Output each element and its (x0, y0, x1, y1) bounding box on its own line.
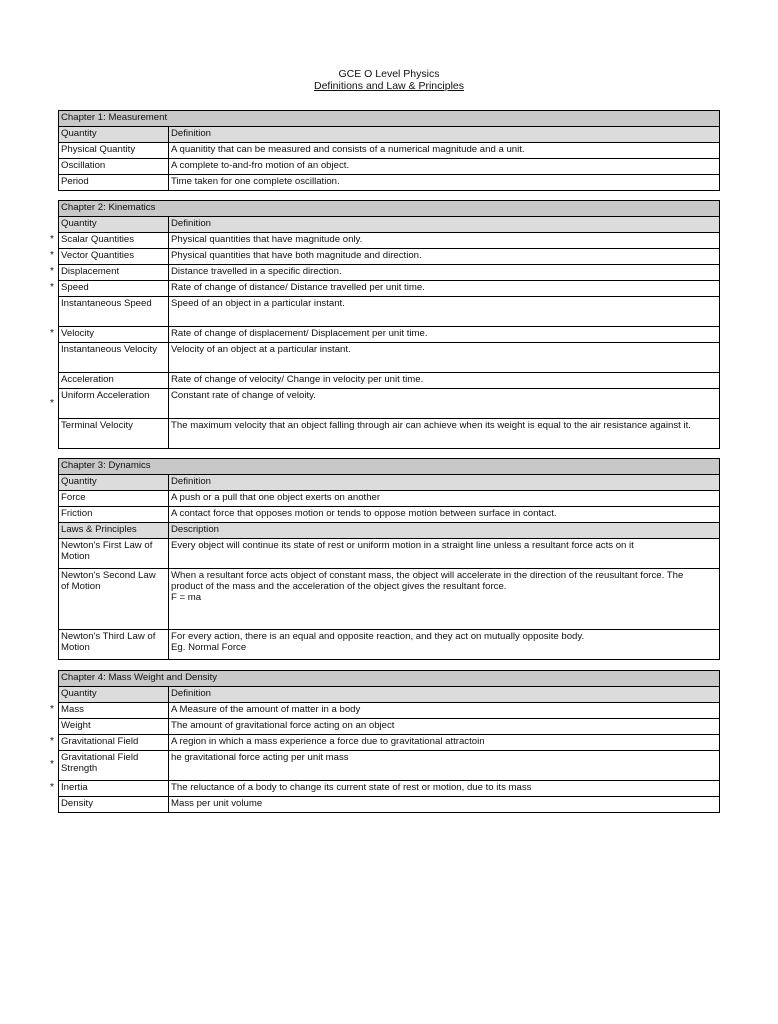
term-cell: Inertia (61, 782, 88, 793)
definition-cell: Physical quantities that have both magnitude and direction. (169, 249, 720, 265)
term-cell: Mass (61, 704, 84, 715)
term-cell: Physical Quantity (59, 143, 169, 159)
term-cell: Period (59, 175, 169, 191)
chapter-3-table (58, 458, 719, 660)
important-marker: * (50, 759, 54, 770)
definition-cell: Constant rate of change of veloity. (169, 389, 720, 419)
term-cell: Density (61, 798, 93, 809)
important-marker: * (50, 266, 54, 277)
definition-cell: he gravitational force acting per unit mass (169, 751, 720, 781)
important-marker: * (50, 704, 54, 715)
column-header-definition: Definition (169, 687, 720, 703)
chapter-4-table (50, 670, 719, 813)
definition-cell: The maximum velocity that an object falling through air can achieve when its weight is equal to the air resistance against it. (169, 419, 720, 449)
chapter-title: Chapter 4: Mass Weight and Density (59, 671, 720, 687)
column-header-quantity: Quantity (59, 217, 169, 233)
chapter-title: Chapter 3: Dynamics (59, 459, 720, 475)
column-header-laws: Laws & Principles (59, 523, 169, 539)
law-example: Eg. Normal Force (171, 642, 247, 653)
law-description-text: When a resultant force acts object of constant mass, the object will accelerate in the direction of the reusultant force. The product of the mass and the acceleration of the object gives the resultant force. (171, 570, 684, 592)
title-line-1: GCE O Level Physics (338, 68, 440, 80)
term-cell: Instantaneous Velocity (61, 344, 158, 355)
column-header-quantity: Quantity (59, 475, 169, 491)
document-title (0, 68, 778, 92)
definition-cell: The amount of gravitational force acting on an object (169, 719, 720, 735)
important-marker: * (50, 250, 54, 261)
definition-cell: The reluctance of a body to change its current state of rest or motion, due to its mass (169, 781, 720, 797)
definition-cell: A quanitity that can be measured and consists of a numerical magnitude and a unit. (169, 143, 720, 159)
law-name-cell: Newton's Second Law of Motion (59, 569, 169, 630)
term-cell: Displacement (61, 266, 120, 277)
definition-cell: Distance travelled in a specific direction. (169, 265, 720, 281)
definition-cell: A Measure of the amount of matter in a body (169, 703, 720, 719)
chapter-title: Chapter 1: Measurement (59, 111, 720, 127)
definition-cell: A complete to-and-fro motion of an object. (169, 159, 720, 175)
important-marker: * (50, 398, 54, 409)
definition-cell: A region in which a mass experience a force due to gravitational attractoin (169, 735, 720, 751)
term-cell: Oscillation (59, 159, 169, 175)
column-header-definition: Definition (169, 217, 720, 233)
chapter-title: Chapter 2: Kinematics (59, 201, 720, 217)
definition-cell: Rate of change of velocity/ Change in velocity per unit time. (169, 373, 720, 389)
important-marker: * (50, 328, 54, 339)
law-description-cell: Every object will continue its state of rest or uniform motion in a straight line unless a resultant force acts on it (169, 539, 720, 569)
column-header-quantity: Quantity (59, 687, 169, 703)
term-cell: Velocity (61, 328, 95, 339)
term-cell: Gravitational Field Strength (61, 752, 139, 774)
definition-cell: Rate of change of distance/ Distance travelled per unit time. (169, 281, 720, 297)
law-description-text: For every action, there is an equal and opposite reaction, and they act on mutually opposite body. (171, 631, 585, 642)
term-cell: Terminal Velocity (61, 420, 133, 431)
law-name-cell: Newton's First Law of Motion (59, 539, 169, 569)
term-cell: Uniform Acceleration (61, 390, 150, 401)
term-cell: Vector Quantities (61, 250, 135, 261)
important-marker: * (50, 736, 54, 747)
definition-cell: A push or a pull that one object exerts on another (169, 491, 720, 507)
definition-cell: Time taken for one complete oscillation. (169, 175, 720, 191)
definition-cell: Rate of change of displacement/ Displacement per unit time. (169, 327, 720, 343)
definition-cell: Mass per unit volume (169, 797, 720, 813)
definition-cell: A contact force that opposes motion or tends to oppose motion between surface in contact. (169, 507, 720, 523)
term-cell: Acceleration (61, 374, 114, 385)
term-cell: Gravitational Field (61, 736, 139, 747)
column-header-description: Description (169, 523, 720, 539)
term-cell: Speed (61, 282, 89, 293)
term-cell: Force (59, 491, 169, 507)
law-formula: F = ma (171, 592, 202, 603)
important-marker: * (50, 282, 54, 293)
column-header-definition: Definition (169, 475, 720, 491)
chapter-2-table (50, 200, 719, 449)
column-header-quantity: Quantity (59, 127, 169, 143)
definition-cell: Velocity of an object at a particular instant. (169, 343, 720, 373)
definition-cell: Speed of an object in a particular instant. (169, 297, 720, 327)
law-description-cell (169, 630, 720, 660)
term-cell: Weight (61, 720, 91, 731)
title-line-2: Definitions and Law & Principles (314, 80, 464, 92)
term-cell: Friction (59, 507, 169, 523)
column-header-definition: Definition (169, 127, 720, 143)
law-name-cell: Newton's Third Law of Motion (59, 630, 169, 660)
term-cell: Instantaneous Speed (61, 298, 152, 309)
important-marker: * (50, 234, 54, 245)
definition-cell: Physical quantities that have magnitude only. (169, 233, 720, 249)
chapter-1-table (58, 110, 719, 191)
important-marker: * (50, 782, 54, 793)
law-description-cell (169, 569, 720, 630)
term-cell: Scalar Quantities (61, 234, 135, 245)
